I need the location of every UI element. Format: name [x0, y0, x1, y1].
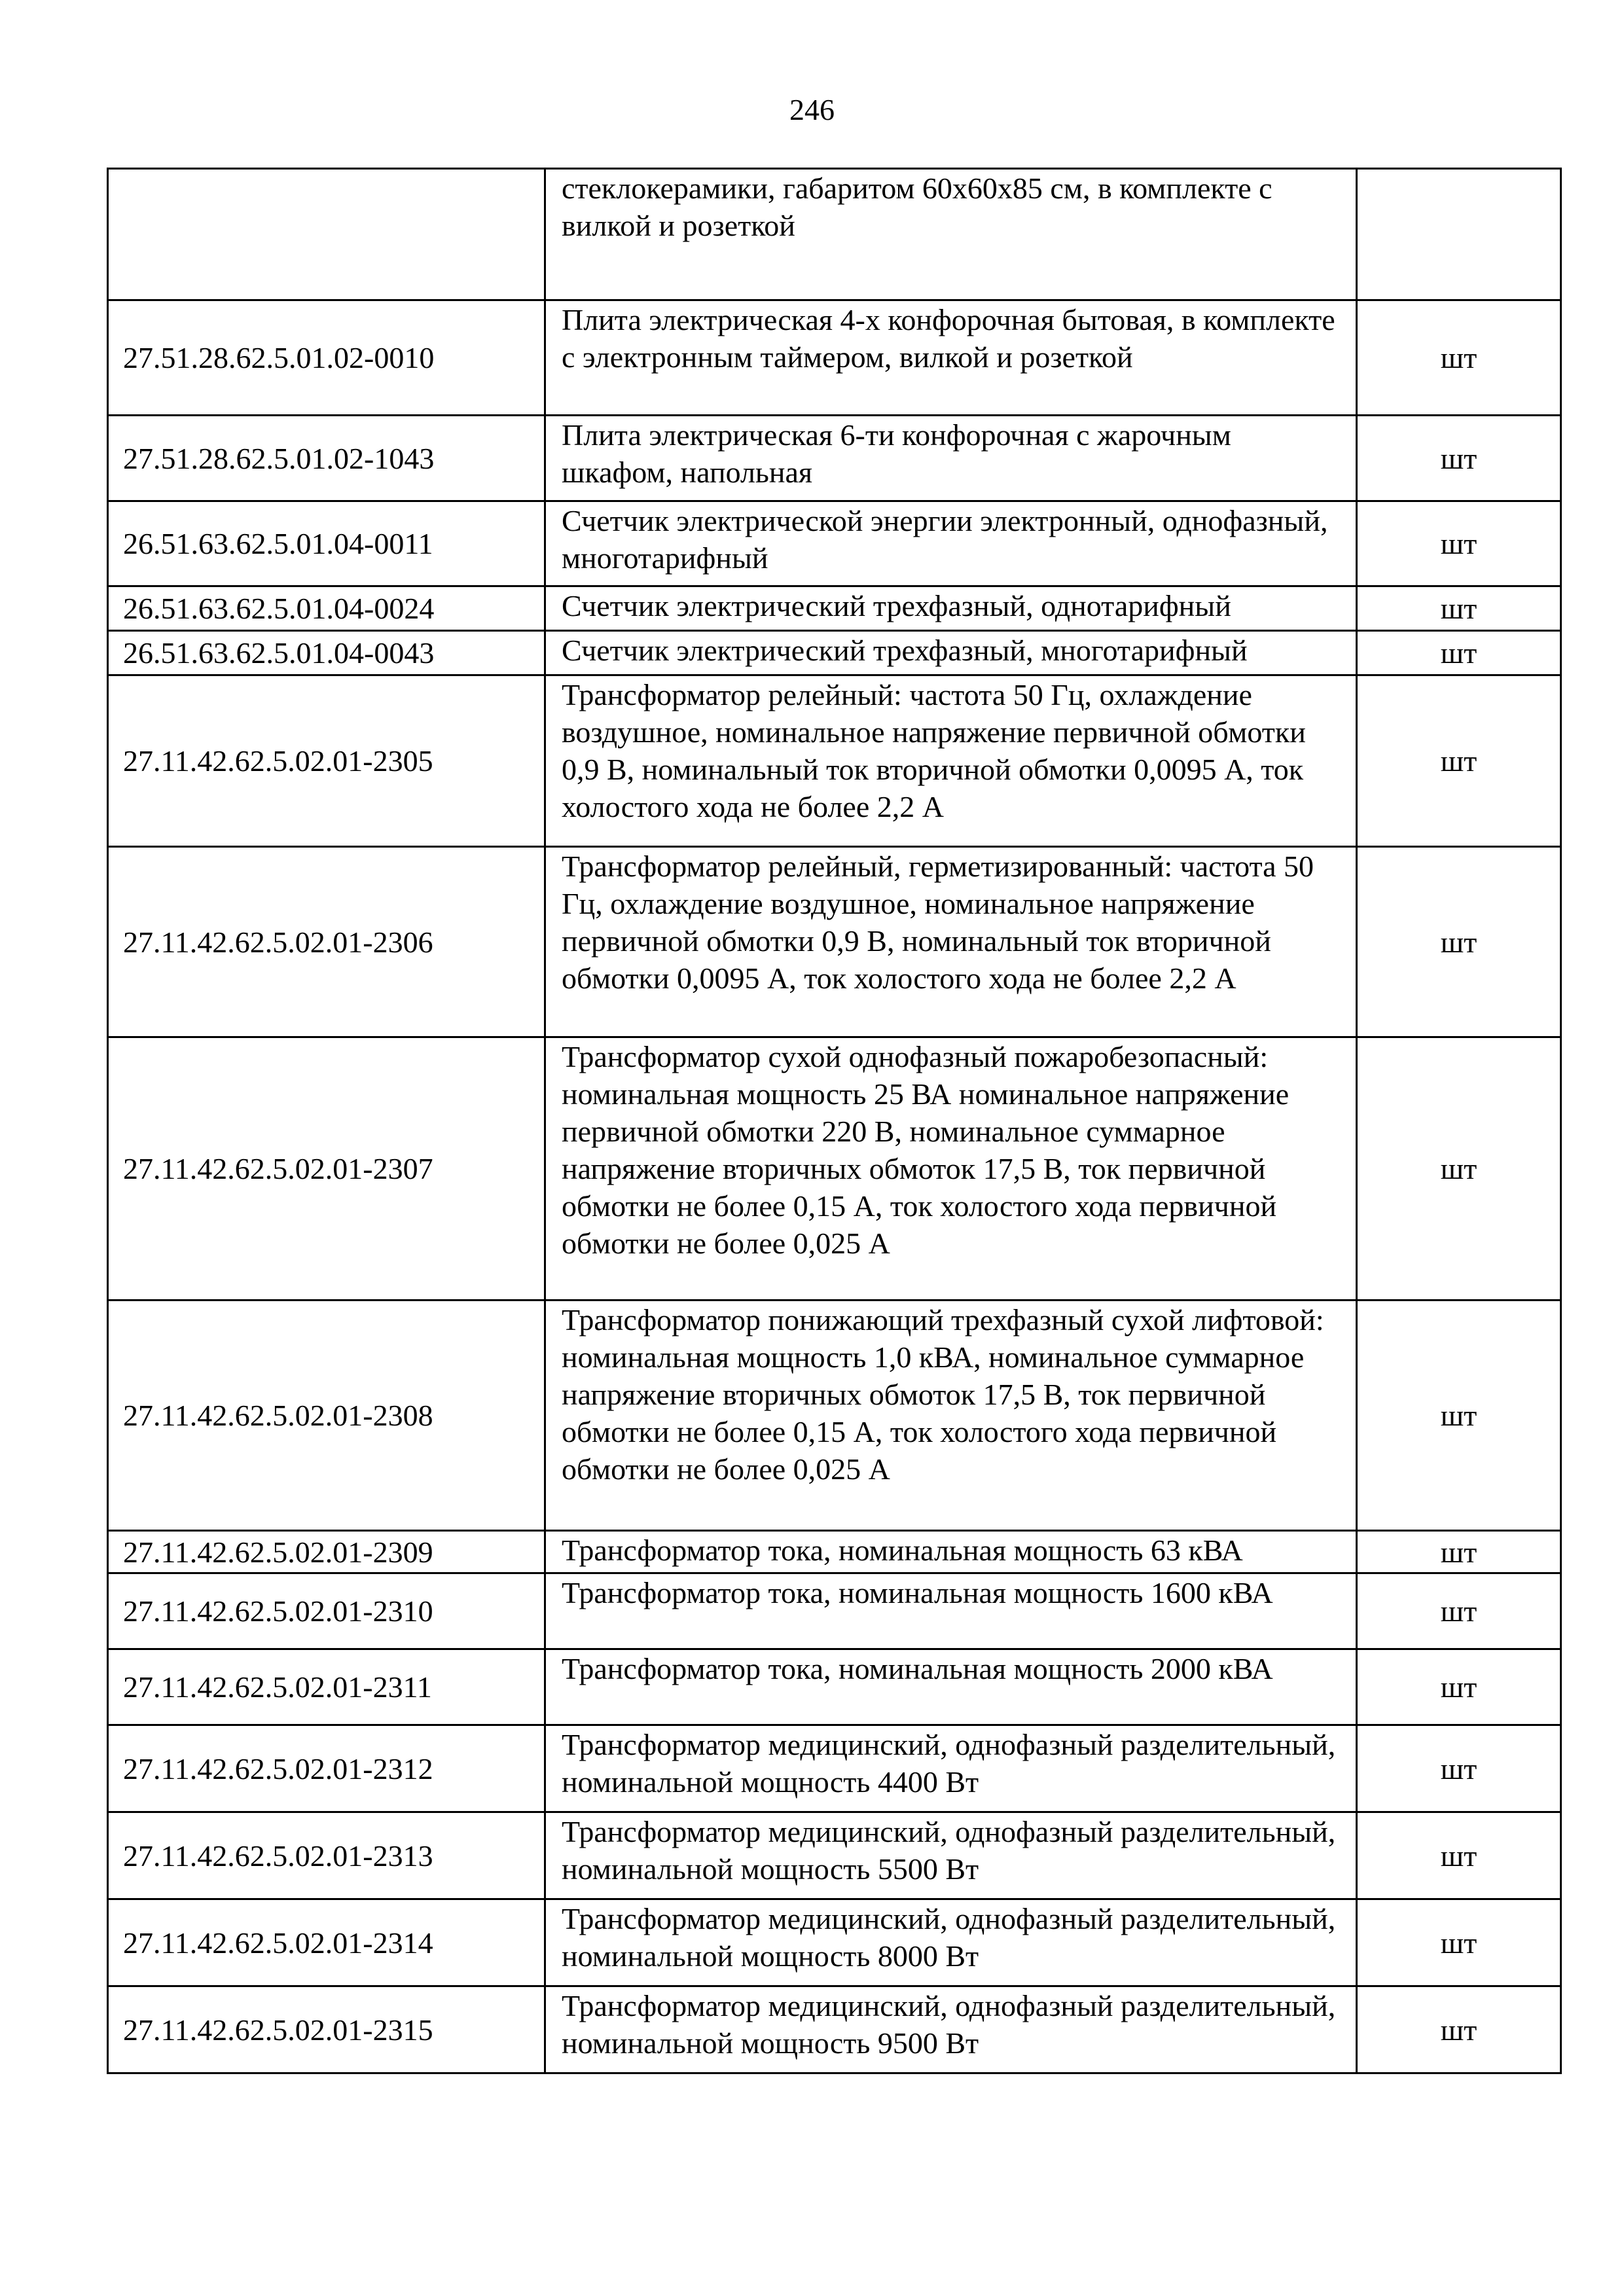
row-code: 27.11.42.62.5.02.01-2308 — [108, 1300, 545, 1531]
row-unit: шт — [1357, 847, 1561, 1037]
row-code: 27.11.42.62.5.02.01-2309 — [108, 1531, 545, 1573]
row-code: 26.51.63.62.5.01.04-0011 — [108, 501, 545, 586]
row-description: Трансформатор медицинский, однофазный разделительный, номинальной мощность 8000 Вт — [545, 1899, 1357, 1986]
table-row — [108, 1725, 1561, 1812]
row-description: Трансформатор медицинский, однофазный разделительный, номинальной мощность 9500 Вт — [545, 1986, 1357, 2073]
row-description: Счетчик электрический трехфазный, многотарифный — [545, 631, 1357, 675]
table-row — [108, 300, 1561, 416]
row-description: Счетчик электрической энергии электронный, однофазный, многотарифный — [545, 501, 1357, 586]
table-row — [108, 501, 1561, 586]
row-unit: шт — [1357, 416, 1561, 501]
row-code: 27.11.42.62.5.02.01-2311 — [108, 1649, 545, 1725]
row-description: стеклокерамики, габаритом 60х60х85 см, в комплекте с вилкой и розеткой — [545, 169, 1357, 300]
table-row — [108, 1573, 1561, 1649]
row-code — [108, 169, 545, 300]
table-row — [108, 675, 1561, 847]
table-row — [108, 1649, 1561, 1725]
page-number: 246 — [789, 93, 835, 126]
row-description: Трансформатор понижающий трехфазный сухой лифтовой: номинальная мощность 1,0 кВА, номинальное суммарное напряжение вторичных обмоток 17,5 В, ток первичной обмотки не более 0,15 А, ток холостого хода первичной обмотки не более 0,025 А — [545, 1300, 1357, 1531]
resource-table — [107, 168, 1562, 2074]
row-code: 27.11.42.62.5.02.01-2312 — [108, 1725, 545, 1812]
row-unit: шт — [1357, 501, 1561, 586]
table-row — [108, 1899, 1561, 1986]
row-code: 27.51.28.62.5.01.02-1043 — [108, 416, 545, 501]
row-unit: шт — [1357, 300, 1561, 416]
table-row — [108, 416, 1561, 501]
table-row — [108, 1037, 1561, 1300]
table-row — [108, 1812, 1561, 1899]
table-row — [108, 169, 1561, 300]
row-description: Трансформатор сухой однофазный пожаробезопасный: номинальная мощность 25 ВА номинальное напряжение первичной обмотки 220 В, номинальное суммарное напряжение вторичных обмоток 17,5 В, ток первичной обмотки не более 0,15 А, ток холостого хода первичной обмотки не более 0,025 А — [545, 1037, 1357, 1300]
row-unit: шт — [1357, 1037, 1561, 1300]
row-unit: шт — [1357, 586, 1561, 631]
resource-table-body — [108, 169, 1561, 2073]
row-code: 27.11.42.62.5.02.01-2314 — [108, 1899, 545, 1986]
row-code: 27.11.42.62.5.02.01-2315 — [108, 1986, 545, 2073]
table-row — [108, 586, 1561, 631]
row-code: 27.11.42.62.5.02.01-2305 — [108, 675, 545, 847]
row-unit: шт — [1357, 631, 1561, 675]
row-code: 27.11.42.62.5.02.01-2306 — [108, 847, 545, 1037]
row-unit: шт — [1357, 675, 1561, 847]
row-code: 26.51.63.62.5.01.04-0024 — [108, 586, 545, 631]
row-description: Трансформатор релейный, герметизированный: частота 50 Гц, охлаждение воздушное, номинальное напряжение первичной обмотки 0,9 В, номинальный ток вторичной обмотки 0,0095 А, ток холостого хода не более 2,2 А — [545, 847, 1357, 1037]
row-unit: шт — [1357, 1725, 1561, 1812]
table-row — [108, 631, 1561, 675]
table-row — [108, 1531, 1561, 1573]
row-description: Счетчик электрический трехфазный, однотарифный — [545, 586, 1357, 631]
row-description: Трансформатор медицинский, однофазный разделительный, номинальной мощность 4400 Вт — [545, 1725, 1357, 1812]
row-description: Трансформатор медицинский, однофазный разделительный, номинальной мощность 5500 Вт — [545, 1812, 1357, 1899]
row-code: 26.51.63.62.5.01.04-0043 — [108, 631, 545, 675]
table-row — [108, 1300, 1561, 1531]
row-unit: шт — [1357, 1899, 1561, 1986]
row-unit — [1357, 169, 1561, 300]
row-description: Плита электрическая 4-х конфорочная бытовая, в комплекте с электронным таймером, вилкой и розеткой — [545, 300, 1357, 416]
row-unit: шт — [1357, 1812, 1561, 1899]
row-code: 27.11.42.62.5.02.01-2307 — [108, 1037, 545, 1300]
row-code: 27.11.42.62.5.02.01-2313 — [108, 1812, 545, 1899]
row-description: Трансформатор тока, номинальная мощность 2000 кВА — [545, 1649, 1357, 1725]
row-description: Трансформатор тока, номинальная мощность 1600 кВА — [545, 1573, 1357, 1649]
row-unit: шт — [1357, 1573, 1561, 1649]
row-code: 27.51.28.62.5.01.02-0010 — [108, 300, 545, 416]
row-unit: шт — [1357, 1986, 1561, 2073]
table-row — [108, 847, 1561, 1037]
row-unit: шт — [1357, 1531, 1561, 1573]
row-unit: шт — [1357, 1649, 1561, 1725]
table-row — [108, 1986, 1561, 2073]
row-description: Трансформатор релейный: частота 50 Гц, охлаждение воздушное, номинальное напряжение первичной обмотки 0,9 В, номинальный ток вторичной обмотки 0,0095 А, ток холостого хода не более 2,2 А — [545, 675, 1357, 847]
row-description: Трансформатор тока, номинальная мощность 63 кВА — [545, 1531, 1357, 1573]
row-unit: шт — [1357, 1300, 1561, 1531]
row-description: Плита электрическая 6-ти конфорочная с жарочным шкафом, напольная — [545, 416, 1357, 501]
row-code: 27.11.42.62.5.02.01-2310 — [108, 1573, 545, 1649]
